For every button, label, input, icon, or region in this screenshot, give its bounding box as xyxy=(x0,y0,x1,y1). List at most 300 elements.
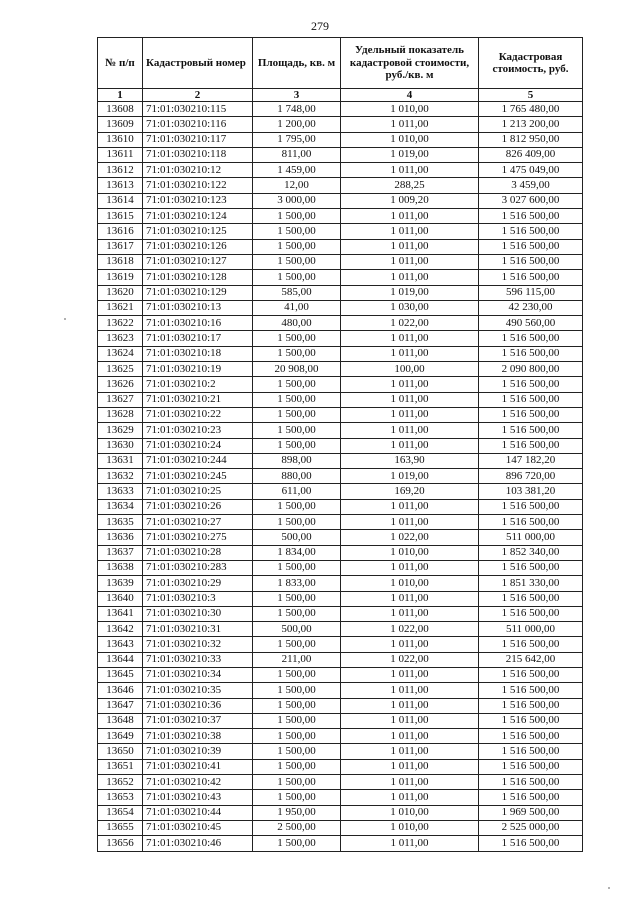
area-cell: 898,00 xyxy=(253,453,341,468)
cadastral-value-cell: 1 516 500,00 xyxy=(479,423,583,438)
header-area: Площадь, кв. м xyxy=(253,38,341,89)
area-cell: 1 500,00 xyxy=(253,224,341,239)
table-row xyxy=(98,530,583,545)
specific-value-cell: 1 011,00 xyxy=(341,209,479,224)
row-number-cell: 13640 xyxy=(98,591,143,606)
specific-value-cell: 1 011,00 xyxy=(341,254,479,269)
cadastral-number-cell: 71:01:030210:41 xyxy=(143,759,253,774)
cadastral-value-cell: 1 516 500,00 xyxy=(479,438,583,453)
specific-value-cell: 1 011,00 xyxy=(341,407,479,422)
cadastral-value-cell: 1 516 500,00 xyxy=(479,392,583,407)
cadastral-number-cell: 71:01:030210:46 xyxy=(143,836,253,851)
cadastral-value-cell: 1 516 500,00 xyxy=(479,407,583,422)
cadastral-number-cell: 71:01:030210:22 xyxy=(143,407,253,422)
area-cell: 1 500,00 xyxy=(253,270,341,285)
table-row xyxy=(98,178,583,193)
area-cell: 1 500,00 xyxy=(253,790,341,805)
table-row xyxy=(98,132,583,147)
table-row xyxy=(98,744,583,759)
cadastral-value-cell: 147 182,20 xyxy=(479,453,583,468)
cadastral-number-cell: 71:01:030210:275 xyxy=(143,530,253,545)
table-row xyxy=(98,667,583,682)
area-cell: 1 500,00 xyxy=(253,775,341,790)
row-number-cell: 13611 xyxy=(98,147,143,162)
cadastral-value-cell: 3 027 600,00 xyxy=(479,193,583,208)
cadastral-number-cell: 71:01:030210:117 xyxy=(143,132,253,147)
row-number-cell: 13646 xyxy=(98,683,143,698)
row-number-cell: 13651 xyxy=(98,759,143,774)
cadastral-value-cell: 1 516 500,00 xyxy=(479,239,583,254)
row-number-cell: 13656 xyxy=(98,836,143,851)
cadastral-number-cell: 71:01:030210:13 xyxy=(143,300,253,315)
table-row xyxy=(98,438,583,453)
row-number-cell: 13629 xyxy=(98,423,143,438)
cadastral-number-cell: 71:01:030210:39 xyxy=(143,744,253,759)
table-row xyxy=(98,469,583,484)
cadastral-value-cell: 1 516 500,00 xyxy=(479,591,583,606)
page-number: 279 xyxy=(311,19,329,33)
cadastral-number-cell: 71:01:030210:43 xyxy=(143,790,253,805)
table-row xyxy=(98,805,583,820)
row-number-cell: 13619 xyxy=(98,270,143,285)
table-row xyxy=(98,300,583,315)
cadastral-number-cell: 71:01:030210:35 xyxy=(143,683,253,698)
cadastral-value-cell: 896 720,00 xyxy=(479,469,583,484)
cadastral-value-cell: 1 516 500,00 xyxy=(479,836,583,851)
row-number-cell: 13636 xyxy=(98,530,143,545)
cadastral-value-cell: 1 969 500,00 xyxy=(479,805,583,820)
row-number-cell: 13653 xyxy=(98,790,143,805)
specific-value-cell: 1 010,00 xyxy=(341,545,479,560)
area-cell: 1 834,00 xyxy=(253,545,341,560)
cadastral-number-cell: 71:01:030210:124 xyxy=(143,209,253,224)
cadastral-number-cell: 71:01:030210:12 xyxy=(143,163,253,178)
cadastral-number-cell: 71:01:030210:16 xyxy=(143,316,253,331)
table-row xyxy=(98,163,583,178)
area-cell: 41,00 xyxy=(253,300,341,315)
specific-value-cell: 1 019,00 xyxy=(341,147,479,162)
cadastral-number-cell: 71:01:030210:32 xyxy=(143,637,253,652)
row-number-cell: 13610 xyxy=(98,132,143,147)
cadastral-value-cell: 1 475 049,00 xyxy=(479,163,583,178)
cadastral-value-cell: 1 516 500,00 xyxy=(479,713,583,728)
table-row xyxy=(98,285,583,300)
specific-value-cell: 1 011,00 xyxy=(341,667,479,682)
area-cell: 1 500,00 xyxy=(253,331,341,346)
row-number-cell: 13623 xyxy=(98,331,143,346)
table-row xyxy=(98,606,583,621)
specific-value-cell: 1 010,00 xyxy=(341,132,479,147)
area-cell: 1 500,00 xyxy=(253,637,341,652)
row-number-cell: 13620 xyxy=(98,285,143,300)
area-cell: 480,00 xyxy=(253,316,341,331)
area-cell: 1 500,00 xyxy=(253,667,341,682)
table-row xyxy=(98,331,583,346)
table-row xyxy=(98,729,583,744)
table-row xyxy=(98,453,583,468)
table-row xyxy=(98,270,583,285)
specific-value-cell: 1 011,00 xyxy=(341,698,479,713)
cadastral-number-cell: 71:01:030210:128 xyxy=(143,270,253,285)
table-row xyxy=(98,377,583,392)
cadastral-number-cell: 71:01:030210:45 xyxy=(143,820,253,835)
table-header xyxy=(98,38,583,102)
row-number-cell: 13644 xyxy=(98,652,143,667)
cadastral-number-cell: 71:01:030210:25 xyxy=(143,484,253,499)
cadastral-value-cell: 3 459,00 xyxy=(479,178,583,193)
row-number-cell: 13654 xyxy=(98,805,143,820)
cadastral-value-cell: 1 516 500,00 xyxy=(479,209,583,224)
cadastral-number-cell: 71:01:030210:37 xyxy=(143,713,253,728)
cadastral-number-cell: 71:01:030210:118 xyxy=(143,147,253,162)
cadastral-value-cell: 1 516 500,00 xyxy=(479,667,583,682)
area-cell: 1 500,00 xyxy=(253,423,341,438)
cadastral-value-cell: 1 812 950,00 xyxy=(479,132,583,147)
row-number-cell: 13650 xyxy=(98,744,143,759)
specific-value-cell: 1 010,00 xyxy=(341,805,479,820)
cadastral-number-cell: 71:01:030210:17 xyxy=(143,331,253,346)
cadastral-value-cell: 1 516 500,00 xyxy=(479,759,583,774)
table-row xyxy=(98,652,583,667)
specific-value-cell: 1 011,00 xyxy=(341,637,479,652)
table-row xyxy=(98,239,583,254)
cadastral-value-cell: 1 516 500,00 xyxy=(479,560,583,575)
row-number-cell: 13639 xyxy=(98,576,143,591)
table-row xyxy=(98,759,583,774)
area-cell: 1 748,00 xyxy=(253,102,341,117)
table-row xyxy=(98,576,583,591)
specific-value-cell: 1 011,00 xyxy=(341,683,479,698)
header-cadastral-value: Кадастровая стоимость, руб. xyxy=(479,38,583,89)
specific-value-cell: 288,25 xyxy=(341,178,479,193)
cadastral-number-cell: 71:01:030210:115 xyxy=(143,102,253,117)
cadastral-number-cell: 71:01:030210:34 xyxy=(143,667,253,682)
cadastral-value-cell: 1 213 200,00 xyxy=(479,117,583,132)
specific-value-cell: 1 011,00 xyxy=(341,606,479,621)
cadastral-number-cell: 71:01:030210:116 xyxy=(143,117,253,132)
column-number: 2 xyxy=(143,89,253,102)
cadastral-number-cell: 71:01:030210:3 xyxy=(143,591,253,606)
cadastral-value-cell: 1 516 500,00 xyxy=(479,224,583,239)
specific-value-cell: 1 011,00 xyxy=(341,239,479,254)
specific-value-cell: 1 009,20 xyxy=(341,193,479,208)
area-cell: 1 500,00 xyxy=(253,407,341,422)
row-number-cell: 13633 xyxy=(98,484,143,499)
area-cell: 500,00 xyxy=(253,530,341,545)
table-row xyxy=(98,775,583,790)
area-cell: 1 500,00 xyxy=(253,499,341,514)
header-specific-value: Удельный показатель кадастровой стоимости, руб./кв. м xyxy=(341,38,479,89)
area-cell: 1 200,00 xyxy=(253,117,341,132)
row-number-cell: 13642 xyxy=(98,622,143,637)
area-cell: 611,00 xyxy=(253,484,341,499)
cadastral-number-cell: 71:01:030210:127 xyxy=(143,254,253,269)
cadastral-value-cell: 1 516 500,00 xyxy=(479,499,583,514)
scan-speck xyxy=(608,887,610,889)
table-row xyxy=(98,362,583,377)
row-number-cell: 13614 xyxy=(98,193,143,208)
specific-value-cell: 1 011,00 xyxy=(341,377,479,392)
specific-value-cell: 1 011,00 xyxy=(341,729,479,744)
cadastral-value-cell: 1 516 500,00 xyxy=(479,254,583,269)
specific-value-cell: 1 011,00 xyxy=(341,163,479,178)
table-row xyxy=(98,316,583,331)
specific-value-cell: 1 022,00 xyxy=(341,316,479,331)
cadastral-number-cell: 71:01:030210:283 xyxy=(143,560,253,575)
cadastral-value-cell: 490 560,00 xyxy=(479,316,583,331)
area-cell: 1 500,00 xyxy=(253,209,341,224)
area-cell: 1 500,00 xyxy=(253,683,341,698)
cadastral-value-cell: 511 000,00 xyxy=(479,530,583,545)
area-cell: 1 833,00 xyxy=(253,576,341,591)
row-number-cell: 13608 xyxy=(98,102,143,117)
cadastral-value-cell: 1 765 480,00 xyxy=(479,102,583,117)
area-cell: 1 500,00 xyxy=(253,392,341,407)
cadastral-value-cell: 596 115,00 xyxy=(479,285,583,300)
cadastral-number-cell: 71:01:030210:36 xyxy=(143,698,253,713)
row-number-cell: 13648 xyxy=(98,713,143,728)
specific-value-cell: 1 030,00 xyxy=(341,300,479,315)
table-row xyxy=(98,193,583,208)
specific-value-cell: 1 022,00 xyxy=(341,652,479,667)
table-row xyxy=(98,117,583,132)
cadastral-number-cell: 71:01:030210:30 xyxy=(143,606,253,621)
specific-value-cell: 169,20 xyxy=(341,484,479,499)
table-row xyxy=(98,637,583,652)
cadastral-number-cell: 71:01:030210:42 xyxy=(143,775,253,790)
area-cell: 500,00 xyxy=(253,622,341,637)
cadastral-number-cell: 71:01:030210:31 xyxy=(143,622,253,637)
column-number: 3 xyxy=(253,89,341,102)
row-number-cell: 13613 xyxy=(98,178,143,193)
table-row xyxy=(98,545,583,560)
specific-value-cell: 100,00 xyxy=(341,362,479,377)
specific-value-cell: 1 011,00 xyxy=(341,270,479,285)
cadastral-value-cell: 1 516 500,00 xyxy=(479,698,583,713)
cadastral-number-cell: 71:01:030210:125 xyxy=(143,224,253,239)
cadastral-number-cell: 71:01:030210:33 xyxy=(143,652,253,667)
cadastral-number-cell: 71:01:030210:21 xyxy=(143,392,253,407)
table-row xyxy=(98,423,583,438)
specific-value-cell: 1 011,00 xyxy=(341,423,479,438)
row-number-cell: 13638 xyxy=(98,560,143,575)
cadastral-value-cell: 2 525 000,00 xyxy=(479,820,583,835)
scan-speck xyxy=(64,318,66,320)
cadastral-number-cell: 71:01:030210:38 xyxy=(143,729,253,744)
table-row xyxy=(98,254,583,269)
cadastral-number-cell: 71:01:030210:44 xyxy=(143,805,253,820)
table-row xyxy=(98,407,583,422)
area-cell: 1 500,00 xyxy=(253,346,341,361)
cadastral-value-table xyxy=(97,37,583,852)
specific-value-cell: 1 011,00 xyxy=(341,836,479,851)
area-cell: 2 500,00 xyxy=(253,820,341,835)
specific-value-cell: 1 011,00 xyxy=(341,499,479,514)
specific-value-cell: 1 019,00 xyxy=(341,285,479,300)
specific-value-cell: 1 011,00 xyxy=(341,591,479,606)
cadastral-number-cell: 71:01:030210:28 xyxy=(143,545,253,560)
table-row xyxy=(98,102,583,117)
table-row xyxy=(98,820,583,835)
cadastral-value-cell: 1 516 500,00 xyxy=(479,377,583,392)
cadastral-value-cell: 1 516 500,00 xyxy=(479,346,583,361)
cadastral-value-cell: 215 642,00 xyxy=(479,652,583,667)
row-number-cell: 13631 xyxy=(98,453,143,468)
specific-value-cell: 1 010,00 xyxy=(341,102,479,117)
header-row-number: № п/п xyxy=(98,38,143,89)
area-cell: 1 500,00 xyxy=(253,438,341,453)
table-row xyxy=(98,790,583,805)
table-row xyxy=(98,224,583,239)
cadastral-value-cell: 1 516 500,00 xyxy=(479,606,583,621)
cadastral-value-cell: 2 090 800,00 xyxy=(479,362,583,377)
row-number-cell: 13612 xyxy=(98,163,143,178)
row-number-cell: 13634 xyxy=(98,499,143,514)
area-cell: 1 500,00 xyxy=(253,377,341,392)
row-number-cell: 13624 xyxy=(98,346,143,361)
area-cell: 20 908,00 xyxy=(253,362,341,377)
specific-value-cell: 1 010,00 xyxy=(341,820,479,835)
row-number-cell: 13635 xyxy=(98,515,143,530)
table-row xyxy=(98,622,583,637)
row-number-cell: 13643 xyxy=(98,637,143,652)
row-number-cell: 13615 xyxy=(98,209,143,224)
cadastral-value-cell: 1 516 500,00 xyxy=(479,637,583,652)
cadastral-value-cell: 1 516 500,00 xyxy=(479,515,583,530)
row-number-cell: 13617 xyxy=(98,239,143,254)
table-row xyxy=(98,713,583,728)
cadastral-value-cell: 511 000,00 xyxy=(479,622,583,637)
cadastral-number-cell: 71:01:030210:2 xyxy=(143,377,253,392)
cadastral-value-cell: 103 381,20 xyxy=(479,484,583,499)
area-cell: 1 500,00 xyxy=(253,606,341,621)
cadastral-value-cell: 42 230,00 xyxy=(479,300,583,315)
specific-value-cell: 1 011,00 xyxy=(341,438,479,453)
area-cell: 811,00 xyxy=(253,147,341,162)
area-cell: 1 500,00 xyxy=(253,515,341,530)
cadastral-number-cell: 71:01:030210:244 xyxy=(143,453,253,468)
row-number-cell: 13618 xyxy=(98,254,143,269)
table-row xyxy=(98,683,583,698)
area-cell: 1 500,00 xyxy=(253,759,341,774)
row-number-cell: 13632 xyxy=(98,469,143,484)
specific-value-cell: 1 011,00 xyxy=(341,224,479,239)
area-cell: 1 500,00 xyxy=(253,591,341,606)
table-row xyxy=(98,515,583,530)
row-number-cell: 13625 xyxy=(98,362,143,377)
specific-value-cell: 1 019,00 xyxy=(341,469,479,484)
column-number: 1 xyxy=(98,89,143,102)
area-cell: 1 500,00 xyxy=(253,254,341,269)
cadastral-value-cell: 1 516 500,00 xyxy=(479,270,583,285)
row-number-cell: 13621 xyxy=(98,300,143,315)
cadastral-value-cell: 826 409,00 xyxy=(479,147,583,162)
row-number-cell: 13647 xyxy=(98,698,143,713)
table-row xyxy=(98,591,583,606)
specific-value-cell: 1 010,00 xyxy=(341,576,479,591)
specific-value-cell: 1 011,00 xyxy=(341,560,479,575)
table-row xyxy=(98,392,583,407)
specific-value-cell: 1 022,00 xyxy=(341,530,479,545)
cadastral-value-cell: 1 852 340,00 xyxy=(479,545,583,560)
column-number-row xyxy=(98,89,583,102)
cadastral-value-cell: 1 516 500,00 xyxy=(479,790,583,805)
area-cell: 1 500,00 xyxy=(253,713,341,728)
area-cell: 1 500,00 xyxy=(253,698,341,713)
area-cell: 1 500,00 xyxy=(253,744,341,759)
row-number-cell: 13649 xyxy=(98,729,143,744)
cadastral-number-cell: 71:01:030210:126 xyxy=(143,239,253,254)
table-row xyxy=(98,147,583,162)
specific-value-cell: 1 011,00 xyxy=(341,713,479,728)
row-number-cell: 13641 xyxy=(98,606,143,621)
specific-value-cell: 1 011,00 xyxy=(341,117,479,132)
row-number-cell: 13622 xyxy=(98,316,143,331)
row-number-cell: 13645 xyxy=(98,667,143,682)
cadastral-number-cell: 71:01:030210:19 xyxy=(143,362,253,377)
cadastral-number-cell: 71:01:030210:122 xyxy=(143,178,253,193)
cadastral-number-cell: 71:01:030210:245 xyxy=(143,469,253,484)
area-cell: 1 500,00 xyxy=(253,836,341,851)
row-number-cell: 13652 xyxy=(98,775,143,790)
area-cell: 211,00 xyxy=(253,652,341,667)
cadastral-number-cell: 71:01:030210:27 xyxy=(143,515,253,530)
cadastral-number-cell: 71:01:030210:24 xyxy=(143,438,253,453)
cadastral-value-cell: 1 516 500,00 xyxy=(479,729,583,744)
cadastral-number-cell: 71:01:030210:18 xyxy=(143,346,253,361)
cadastral-number-cell: 71:01:030210:129 xyxy=(143,285,253,300)
cadastral-number-cell: 71:01:030210:23 xyxy=(143,423,253,438)
specific-value-cell: 1 011,00 xyxy=(341,515,479,530)
row-number-cell: 13609 xyxy=(98,117,143,132)
cadastral-value-cell: 1 516 500,00 xyxy=(479,683,583,698)
row-number-cell: 13626 xyxy=(98,377,143,392)
area-cell: 1 500,00 xyxy=(253,239,341,254)
specific-value-cell: 1 011,00 xyxy=(341,775,479,790)
specific-value-cell: 1 011,00 xyxy=(341,790,479,805)
column-number: 4 xyxy=(341,89,479,102)
row-number-cell: 13655 xyxy=(98,820,143,835)
header-cadastral-number: Кадастровый номер xyxy=(143,38,253,89)
area-cell: 3 000,00 xyxy=(253,193,341,208)
table-row xyxy=(98,346,583,361)
row-number-cell: 13630 xyxy=(98,438,143,453)
cadastral-value-cell: 1 516 500,00 xyxy=(479,775,583,790)
area-cell: 1 950,00 xyxy=(253,805,341,820)
specific-value-cell: 1 011,00 xyxy=(341,346,479,361)
specific-value-cell: 1 011,00 xyxy=(341,759,479,774)
specific-value-cell: 1 011,00 xyxy=(341,331,479,346)
column-number: 5 xyxy=(479,89,583,102)
specific-value-cell: 1 011,00 xyxy=(341,392,479,407)
row-number-cell: 13637 xyxy=(98,545,143,560)
cadastral-number-cell: 71:01:030210:123 xyxy=(143,193,253,208)
area-cell: 12,00 xyxy=(253,178,341,193)
table-row xyxy=(98,209,583,224)
table-row xyxy=(98,698,583,713)
cadastral-number-cell: 71:01:030210:29 xyxy=(143,576,253,591)
row-number-cell: 13616 xyxy=(98,224,143,239)
row-number-cell: 13627 xyxy=(98,392,143,407)
cadastral-value-cell: 1 516 500,00 xyxy=(479,331,583,346)
row-number-cell: 13628 xyxy=(98,407,143,422)
table-row xyxy=(98,560,583,575)
header-row xyxy=(98,38,583,89)
specific-value-cell: 1 022,00 xyxy=(341,622,479,637)
table-body xyxy=(98,102,583,852)
cadastral-value-cell: 1 516 500,00 xyxy=(479,744,583,759)
specific-value-cell: 1 011,00 xyxy=(341,744,479,759)
